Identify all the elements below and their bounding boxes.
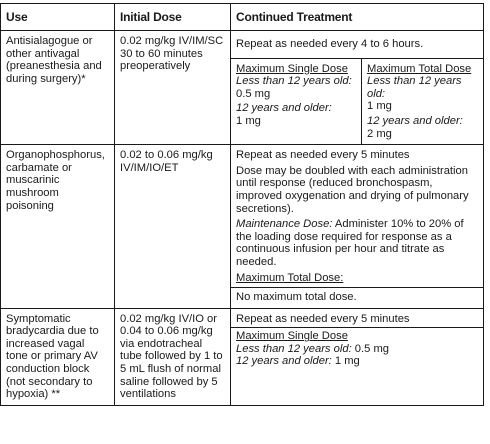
divider bbox=[231, 327, 483, 328]
header-initial-dose: Initial Dose bbox=[115, 4, 231, 31]
age-ge12-value: 1 mg bbox=[334, 355, 360, 368]
dose-doubling-text: Dose may be doubled with each administration until response (reduced bronchospasm, improved oxygenation and drying of pulmonary secretions). bbox=[236, 164, 469, 215]
age-ge12-label: 12 years and older: bbox=[236, 355, 332, 368]
table-row bbox=[1, 308, 484, 405]
age-ge12-value: 2 mg bbox=[367, 127, 392, 140]
header-continued-treatment: Continued Treatment bbox=[231, 4, 484, 31]
max-total-dose-col bbox=[362, 59, 483, 145]
continued-cell bbox=[231, 145, 484, 309]
use-cell bbox=[1, 308, 115, 405]
initial-dose-text: 0.02 mg/kg IV/IM/SC 30 to 60 minutes preoperatively bbox=[120, 35, 224, 73]
table-row bbox=[1, 31, 484, 145]
use-text: Organophosphorus, carbamate or muscarinic mushroom poisoning bbox=[6, 149, 105, 212]
divider bbox=[231, 287, 483, 288]
age-lt12-label: Less than 12 years old: bbox=[236, 342, 352, 355]
table-row bbox=[1, 145, 484, 309]
max-dose-subtable bbox=[231, 59, 483, 145]
max-single-dose-col bbox=[231, 59, 362, 145]
repeat-text: Repeat as needed every 5 minutes bbox=[236, 149, 410, 162]
max-single-dose-title: Maximum Single Dose bbox=[236, 62, 348, 75]
age-ge12-line bbox=[236, 355, 478, 368]
initial-dose-cell bbox=[115, 145, 231, 309]
max-total-dose-title: Maximum Total Dose bbox=[367, 62, 472, 75]
maintenance-dose-text: Administer 10% to 20% of the loading dose required for response as a continuous infusion per hour and titrate as needed. bbox=[236, 218, 464, 268]
dosing-table bbox=[0, 3, 484, 406]
max-total-dose-title: Maximum Total Dose: bbox=[236, 271, 344, 284]
use-cell bbox=[1, 145, 115, 309]
age-lt12-value: 0.5 mg bbox=[236, 87, 271, 100]
age-lt12-value: 0.5 mg bbox=[354, 342, 389, 355]
age-ge12-value: 1 mg bbox=[236, 114, 261, 127]
use-text: Symptomatic bradycardia due to increased vagal tone or primary AV conduction block (not secondary to hypoxia) ** bbox=[6, 312, 99, 401]
maintenance-dose-label: Maintenance Dose: bbox=[236, 218, 333, 231]
initial-dose-cell bbox=[115, 31, 231, 145]
age-ge12-label: 12 years and older: bbox=[236, 102, 332, 115]
use-cell bbox=[1, 31, 115, 145]
initial-dose-text: 0.02 to 0.06 mg/kg IV/IM/IO/ET bbox=[120, 149, 213, 174]
age-ge12-label: 12 years and older: bbox=[367, 114, 463, 127]
age-lt12-label: Less than 12 years old: bbox=[367, 75, 462, 100]
header-row bbox=[1, 4, 484, 31]
repeat-text: Repeat as needed every 4 to 6 hours. bbox=[236, 38, 424, 50]
use-text: Antisialagogue or other antivagal (preanesthesia and during surgery)* bbox=[6, 35, 102, 85]
continued-cell bbox=[231, 31, 484, 145]
header-use: Use bbox=[1, 4, 115, 31]
age-lt12-line bbox=[236, 343, 478, 356]
repeat-text: Repeat as needed every 5 minutes bbox=[236, 312, 410, 325]
age-lt12-value: 1 mg bbox=[367, 100, 392, 113]
initial-dose-cell bbox=[115, 308, 231, 405]
max-total-dose-text: No maximum total dose. bbox=[236, 291, 357, 304]
maintenance-dose bbox=[236, 218, 478, 268]
initial-dose-text: 0.02 mg/kg IV/IO or 0.04 to 0.06 mg/kg via endotracheal tube followed by 1 to 5 mL flush of normal saline followed by 5 ventilations bbox=[120, 312, 223, 401]
max-single-dose-title: Maximum Single Dose bbox=[236, 330, 348, 343]
age-lt12-label: Less than 12 years old: bbox=[236, 75, 352, 88]
continued-cell bbox=[231, 308, 484, 405]
